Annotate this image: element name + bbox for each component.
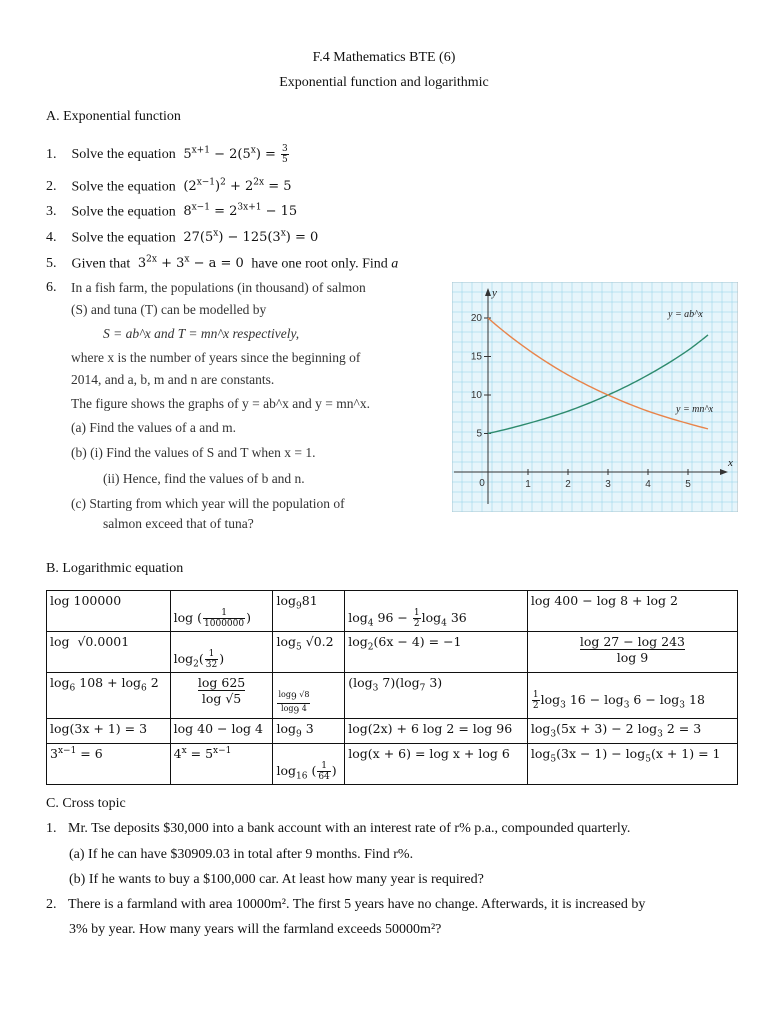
y-tick-label: 5: [476, 428, 482, 440]
question-text: There is a farmland with area 10000m². The first 5 years have no change. Afterwards, it is increased by: [68, 897, 646, 912]
question-c1: [46, 821, 630, 837]
cell-2-2: $\log_2$( $\frac{1}{32}$ ): [170, 632, 273, 673]
equation: $8^{x-1} = 2^{3x+1} - 15$: [179, 203, 298, 220]
cell-1-5: log 400 − log 8 + log 2: [527, 591, 737, 632]
cell-5-1: $3^{x-1} = 6$: [47, 744, 171, 785]
cell-5-2: $4^x = 5^{x-1}$: [170, 744, 273, 785]
equation: $(2^{x-1})^2 + 2^{2x} = 5$: [179, 178, 292, 195]
question-a2: [46, 178, 292, 195]
question-text: Given that: [71, 256, 131, 272]
question-text: Mr. Tse deposits $30,000 into a bank account with an interest rate of r% p.a., compounded quarterly.: [68, 821, 631, 836]
y-tick-label: 15: [470, 351, 482, 363]
question-a1: [46, 144, 290, 165]
question-c1b: (b) If he wants to buy a $100,000 car. At least how many year is required?: [69, 872, 484, 887]
question-c1a: (a) If he can have $30909.03 in total after 9 months. Find r%.: [69, 847, 414, 862]
cell-1-4: $\log_4 96$ − $\frac{1}{2}$ $\log_4 36$: [345, 591, 528, 632]
q6-part-b-i: (b) (i) Find the values of S and T when x = 1.: [71, 445, 316, 460]
y-tick-label: 10: [470, 390, 482, 401]
cell-4-5: $\log_3(5x + 3) - 2$ $\log_3 2 = 3$: [527, 719, 737, 744]
question-a5: 5. Given that $3^{2x} + 3^x - a = 0$ have one root only. Find a: [46, 255, 399, 272]
q6-line-6: The figure shows the graphs of y = ab^x and y = mn^x.: [71, 396, 370, 411]
question-c2-cont: 3% by year. How many years will the farmland exceeds 50000m²?: [69, 922, 442, 937]
section-b-heading: B. Logarithmic equation: [46, 561, 184, 576]
x-tick-label: 3: [605, 479, 611, 490]
q6-part-c: (c) Starting from which year will the population of: [71, 496, 345, 511]
question-number: 1.: [46, 821, 57, 836]
cell-3-3: $\frac{\log_9 √8}{\log_9 4}$: [273, 673, 345, 719]
question-number: 1.: [46, 147, 57, 162]
question-a6-number: 6.: [46, 280, 57, 295]
y-tick-label: 20: [470, 313, 482, 324]
cell-3-1: $\log_6 108 + \log_6 2$: [47, 673, 171, 719]
question-number: 4.: [46, 230, 57, 246]
cell-2-5: log 27 − log 243 log 9: [527, 632, 737, 673]
section-c-heading: C. Cross topic: [46, 796, 126, 811]
question-text-2: have one root only. Find: [251, 256, 388, 272]
q6-line-4: where x is the number of years since the beginning of: [71, 350, 361, 365]
cell-2-3: $\log_5 √0.2$: [273, 632, 345, 673]
question-number: 2.: [46, 897, 57, 912]
equation: $27(5^x) - 125(3^x) = 0$: [179, 229, 319, 246]
cell-3-2: log 625 log √5: [170, 673, 273, 719]
x-tick-label: 2: [565, 479, 571, 490]
cell-5-3: $\log_{16}$ ( $\frac{1}{64}$ ): [273, 744, 345, 785]
cell-3-5: $\frac{1}{2}$ $\log_3 16 - \log_3 6 - \log_3 18$: [527, 673, 737, 719]
series-label-ab: y = ab^x: [668, 309, 703, 320]
question-text: Solve the equation: [71, 179, 176, 195]
cell-4-1: log(3x + 1) = 3: [47, 719, 171, 744]
cell-5-5: $\log_5(3x - 1) - \log_5(x + 1) = 1$: [527, 744, 737, 785]
section-a-heading: A. Exponential function: [46, 109, 181, 124]
question-a4: [46, 229, 318, 246]
cell-5-4: log(x + 6) = log x + log 6: [345, 744, 528, 785]
q6-part-c-cont: salmon exceed that of tuna?: [103, 516, 254, 531]
x-tick-label: 5: [685, 479, 691, 490]
cell-4-2: log 40 − log 4: [170, 719, 273, 744]
q6-line-3: S = ab^x and T = mn^x respectively,: [103, 326, 300, 341]
log-equation-table: [46, 590, 738, 785]
cell-4-4: log(2x) + 6 log 2 = log 96: [345, 719, 528, 744]
question-text: Solve the equation: [71, 230, 176, 246]
q6-line-2: (S) and tuna (T) can be modelled by: [71, 302, 267, 317]
question-text: Solve the equation: [71, 204, 176, 220]
q6-part-a: (a) Find the values of a and m.: [71, 420, 236, 435]
q6-part-b-ii: (ii) Hence, find the values of b and n.: [103, 471, 305, 486]
cell-1-1: log 100000: [47, 591, 171, 632]
question-c2: [46, 897, 645, 913]
doc-title: F.4 Mathematics BTE (6): [312, 50, 456, 65]
doc-subtitle: Exponential function and logarithmic: [279, 75, 489, 90]
cell-3-4: ($\log_3$ $7)(\log_7$ 3): [345, 673, 528, 719]
x-axis-label: x: [728, 457, 733, 469]
question-number: 5.: [46, 256, 57, 272]
cell-1-3: $\log_981$: [273, 591, 345, 632]
x-tick-label: 4: [645, 479, 651, 490]
cell-1-2: log ( $\frac{1}{1000000}$ ): [170, 591, 273, 632]
exponential-graph: [452, 282, 738, 512]
cell-2-4: $\log_2(6x - 4) = -1$: [345, 632, 528, 673]
q6-line-5: 2014, and a, b, m and n are constants.: [71, 372, 275, 387]
equation: $5^{x+1} - 2(5^x)$ = $\frac{3}{5}$: [179, 144, 288, 165]
equation: $3^{2x} + 3^x - a = 0$: [133, 255, 248, 272]
question-number: 2.: [46, 179, 57, 195]
series-label-mn: y = mn^x: [676, 404, 714, 415]
x-tick-label: 1: [525, 479, 531, 490]
origin-label: 0: [479, 478, 485, 489]
question-text: Solve the equation: [71, 147, 176, 162]
chart-svg: [452, 282, 738, 512]
cell-4-3: $\log_9 3$: [273, 719, 345, 744]
question-number: 3.: [46, 204, 57, 220]
question-a3: [46, 203, 297, 220]
y-axis-label: y: [492, 287, 497, 299]
cell-2-1: log √0.0001: [47, 632, 171, 673]
q6-line-1: In a fish farm, the populations (in thousand) of salmon: [71, 280, 366, 295]
